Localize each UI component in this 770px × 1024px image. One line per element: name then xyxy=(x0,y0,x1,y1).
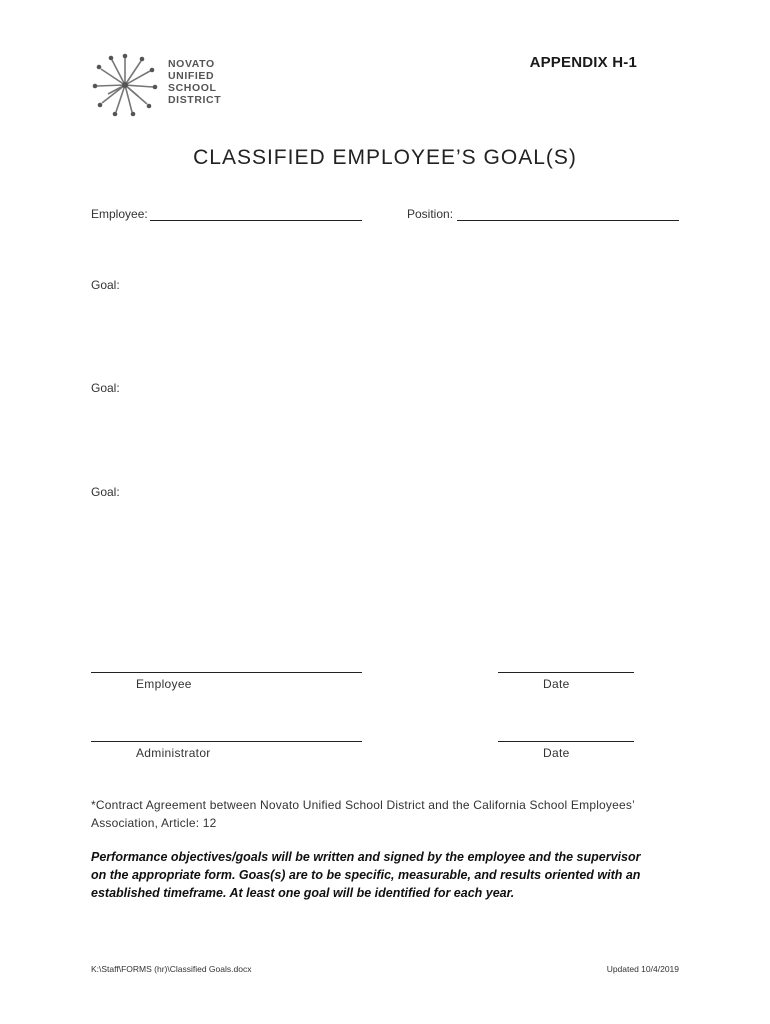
page-title: CLASSIFIED EMPLOYEE’S GOAL(S) xyxy=(193,146,577,169)
logo-line: SCHOOL xyxy=(168,82,217,94)
goal-label: Goal: xyxy=(91,485,120,499)
administrator-date-line[interactable] xyxy=(498,741,634,742)
administrator-signature-label: Administrator xyxy=(136,746,211,760)
employee-label: Employee: xyxy=(91,207,148,221)
employee-signature-label: Employee xyxy=(136,677,192,691)
updated-date: Updated 10/4/2019 xyxy=(606,964,679,974)
contract-note: *Contract Agreement between Novato Unified School District and the California School Employees’ Association, Article: 12 xyxy=(91,798,635,830)
administrator-signature-line[interactable] xyxy=(91,741,362,742)
administrator-date-label: Date xyxy=(543,746,570,760)
logo-line: UNIFIED xyxy=(168,70,215,82)
position-field[interactable] xyxy=(457,220,679,221)
file-path: K:\Staff\FORMS (hr)\Classified Goals.docx xyxy=(91,964,252,974)
goal-input[interactable] xyxy=(130,485,670,605)
district-logo xyxy=(92,52,232,116)
employee-field[interactable] xyxy=(150,220,362,221)
employee-date-label: Date xyxy=(543,677,570,691)
sunburst-logo-icon xyxy=(92,52,158,118)
goal-input[interactable] xyxy=(130,278,670,358)
employee-signature-line[interactable] xyxy=(91,672,362,673)
goal-label: Goal: xyxy=(91,278,120,292)
employee-date-line[interactable] xyxy=(498,672,634,673)
goal-label: Goal: xyxy=(91,381,120,395)
district-name xyxy=(168,58,221,106)
instructions-text: Performance objectives/goals will be written and signed by the employee and the supervisor on the appropriate form. Goas(s) are to be specific, measurable, and results oriented with an established timeframe. At least one goal will be identified for each year. xyxy=(91,850,641,900)
logo-line: NOVATO xyxy=(168,58,215,70)
goal-input[interactable] xyxy=(130,381,670,461)
position-label: Position: xyxy=(407,207,454,221)
logo-line: DISTRICT xyxy=(168,94,222,106)
appendix-label: APPENDIX H-1 xyxy=(529,54,637,71)
